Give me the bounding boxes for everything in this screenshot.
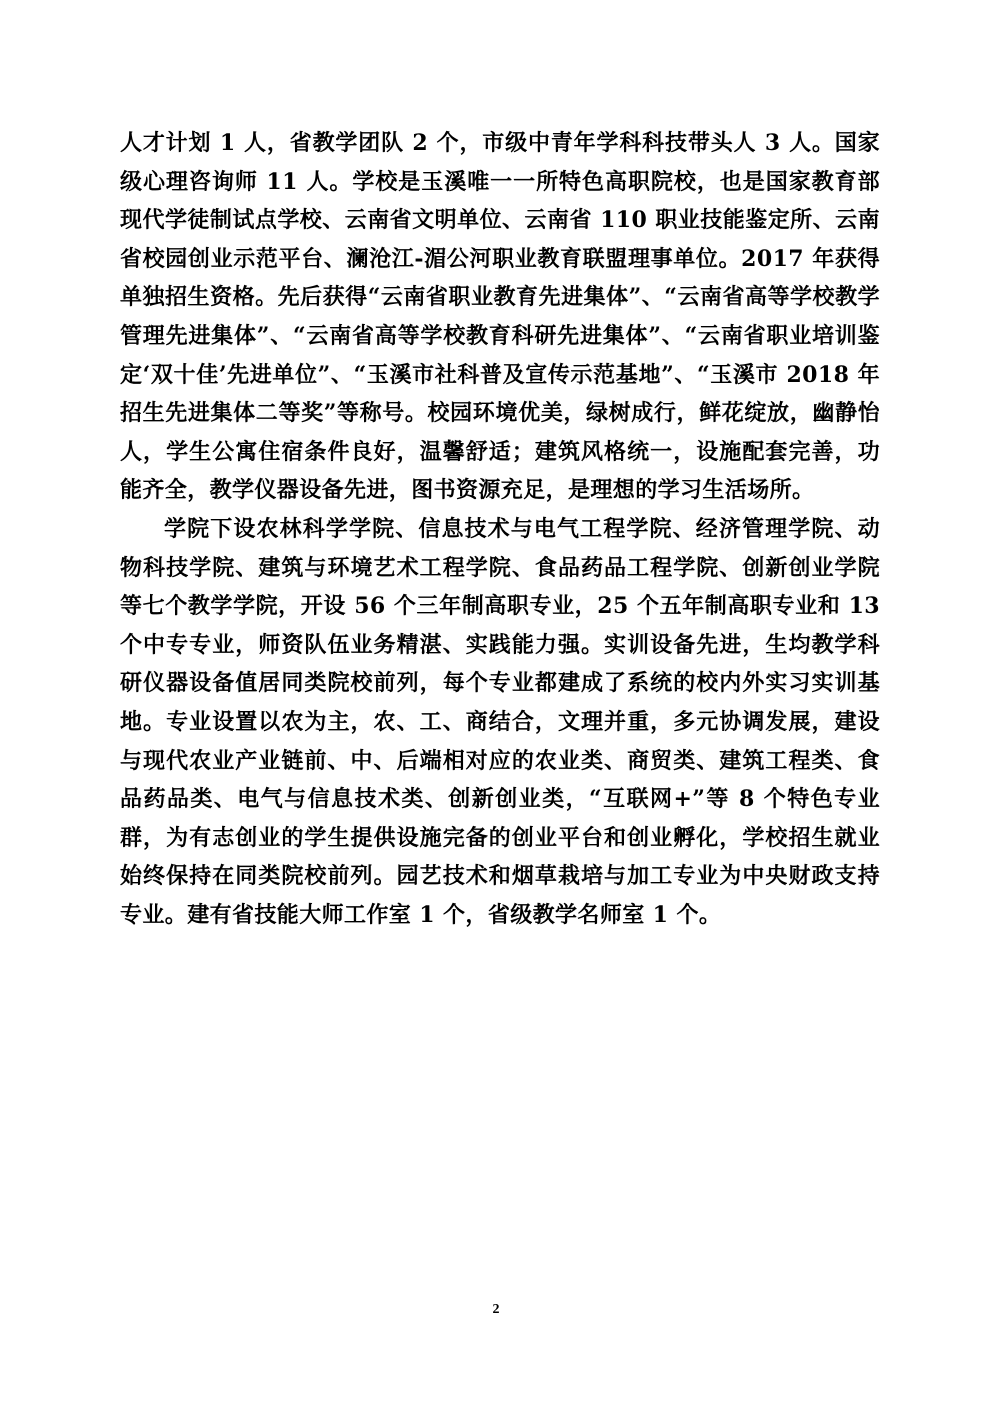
page-number: 2	[492, 1302, 500, 1317]
paragraph-1: 人才计划 1 人，省教学团队 2 个，市级中青年学科科技带头人 3 人。国家级心理咨询师 11 人。学校是玉溪唯一一所特色高职院校，也是国家教育部现代学徒制试点学校、云南省文明单位、云南省 110 职业技能鉴定所、云南省校园创业示范平台、澜沧江-湄公河职业教育联盟理事单位。2017 年获得单独招生资格。先后获得“云南省职业教育先进集体”、“云南省高等学校教学管理先进集体”、“云南省高等学校教育科研先进集体”、“云南省职业培训鉴定‘双十佳’先进单位”、“玉溪市社科普及宣传示范基地”、“玉溪市 2018 年招生先进集体二等奖”等称号。校园环境优美，绿树成行，鲜花绽放，幽静怡人，学生公寓住宿条件良好，温馨舒适；建筑风格统一，设施配套完善，功能齐全，教学仪器设备先进，图书资源充足，是理想的学习生活场所。	[120, 130, 880, 504]
paragraph-2: 学院下设农林科学学院、信息技术与电气工程学院、经济管理学院、动物科技学院、建筑与环境艺术工程学院、食品药品工程学院、创新创业学院等七个教学学院，开设 56 个三年制高职专业，25 个五年制高职专业和 13 个中专专业，师资队伍业务精湛、实践能力强。实训设备先进，生均教学科研仪器设备值居同类院校前列，每个专业都建成了系统的校内外实习实训基地。专业设置以农为主，农、工、商结合，文理并重，多元协调发展，建设与现代农业产业链前、中、后端相对应的农业类、商贸类、建筑工程类、食品药品类、电气与信息技术类、创新创业类，“互联网+”等 8 个特色专业群，为有志创业的学生提供设施完备的创业平台和创业孵化，学校招生就业始终保持在同类院校前列。园艺技术和烟草栽培与加工专业为中央财政支持专业。建有省技能大师工作室 1 个，省级教学名师室 1 个。	[120, 515, 880, 928]
document-body	[120, 124, 880, 934]
